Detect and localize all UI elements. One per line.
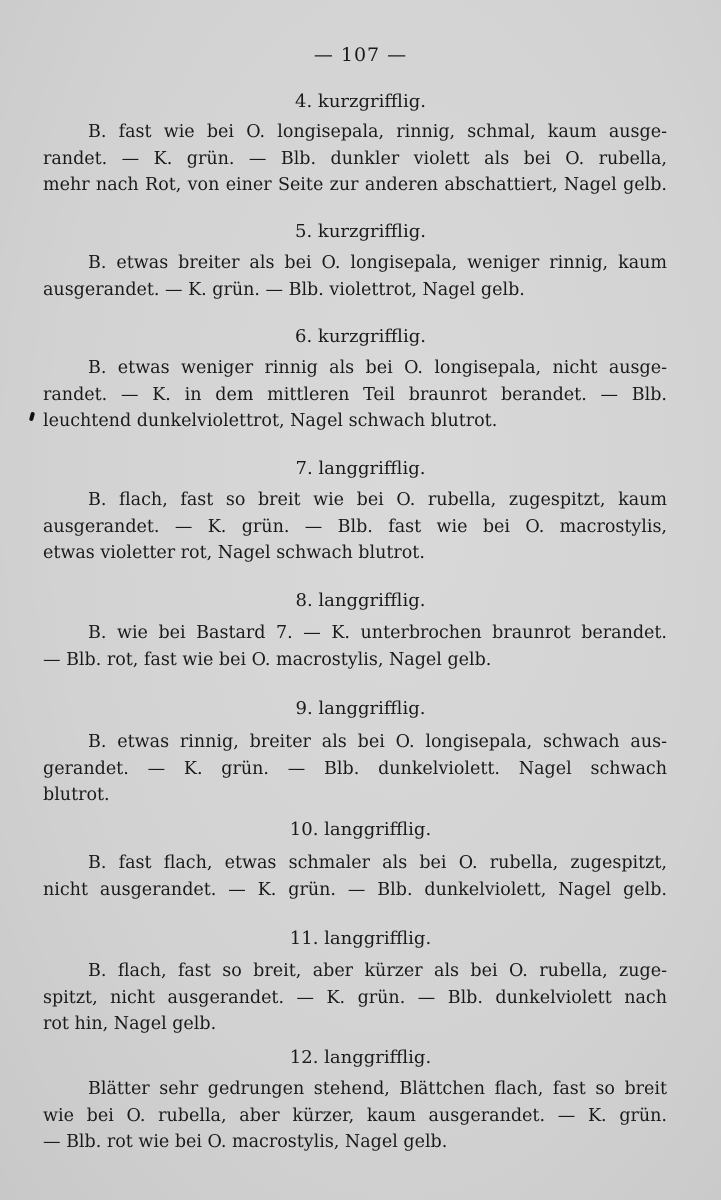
text-line: — Blb. rot, fast wie bei O. macrostylis, Nagel gelb. [43, 649, 492, 670]
text-line: B. fast flach, etwas schmaler als bei O. rubella, zugespitzt, [88, 853, 667, 873]
entry-heading: 9. langgrifflig. [295, 698, 426, 719]
text-line: mehr nach Rot, von einer Seite zur anderen abschattiert, Nagel gelb. [43, 175, 667, 195]
text-line: leuchtend dunkelviolettrot, Nagel schwach blutrot. [43, 411, 498, 431]
entry-heading: 12. langgrifflig. [289, 1047, 432, 1068]
text-line: Blätter sehr gedrungen stehend, Blättchen flach, fast so breit [88, 1079, 667, 1099]
entry-paragraph [43, 958, 667, 1038]
text-line: B. etwas weniger rinnig als bei O. longisepala, nicht ausge- [88, 358, 667, 378]
text-line: randet. — K. grün. — Blb. dunkler violett als bei O. rubella, [43, 148, 667, 169]
entry-paragraph [43, 620, 667, 673]
text-line: gerandet. — K. grün. — Blb. dunkelviolett. Nagel schwach [43, 758, 667, 779]
entry-paragraph [43, 729, 667, 809]
text-line: blutrot. [43, 785, 110, 805]
entry-heading: 11. langgrifflig. [289, 928, 432, 949]
entry-heading: 10. langgrifflig. [289, 819, 432, 840]
entry-paragraph [43, 1076, 667, 1156]
text-line: ausgerandet. — K. grün. — Blb. violettrot, Nagel gelb. [43, 279, 525, 300]
text-line: randet. — K. in dem mittleren Teil braunrot berandet. — Blb. [43, 384, 667, 405]
entry-heading: 7. langgrifflig. [295, 458, 426, 479]
ink-speck [29, 412, 35, 422]
text-line: B. flach, fast so breit, aber kürzer als bei O. rubella, zuge- [88, 961, 667, 981]
text-line: B. etwas breiter als bei O. longisepala, weniger rinnig, kaum [88, 253, 667, 273]
text-line: B. wie bei Bastard 7. — K. unterbrochen braunrot berandet. [88, 623, 667, 643]
text-line: B. etwas rinnig, breiter als bei O. longisepala, schwach aus- [88, 732, 667, 752]
entry-paragraph [43, 850, 667, 903]
text-line: — Blb. rot wie bei O. macrostylis, Nagel gelb. [43, 1132, 448, 1152]
text-line: ausgerandet. — K. grün. — Blb. fast wie bei O. macrostylis, [43, 516, 667, 537]
text-line: rot hin, Nagel gelb. [43, 1014, 217, 1034]
entry-heading: 5. kurzgrifflig. [295, 221, 426, 242]
entry-paragraph [43, 487, 667, 567]
entry-heading: 6. kurzgrifflig. [295, 326, 426, 347]
text-line: wie bei O. rubella, aber kürzer, kaum ausgerandet. — K. grün. [43, 1105, 667, 1126]
entry-paragraph [43, 119, 667, 199]
entry-heading: 8. langgrifflig. [295, 590, 426, 611]
entry-paragraph [43, 355, 667, 435]
text-line: B. fast wie bei O. longisepala, rinnig, schmal, kaum ausge- [88, 122, 667, 142]
text-line: spitzt, nicht ausgerandet. — K. grün. — Blb. dunkelviolett nach [43, 987, 667, 1008]
entry-heading: 4. kurzgrifflig. [295, 91, 426, 112]
text-line: B. flach, fast so breit wie bei O. rubella, zugespitzt, kaum [88, 490, 667, 510]
entry-paragraph [43, 250, 667, 303]
text-line: etwas violetter rot, Nagel schwach blutrot. [43, 543, 425, 563]
text-line: nicht ausgerandet. — K. grün. — Blb. dunkelviolett, Nagel gelb. [43, 879, 667, 900]
page-number: — 107 — [313, 44, 408, 66]
